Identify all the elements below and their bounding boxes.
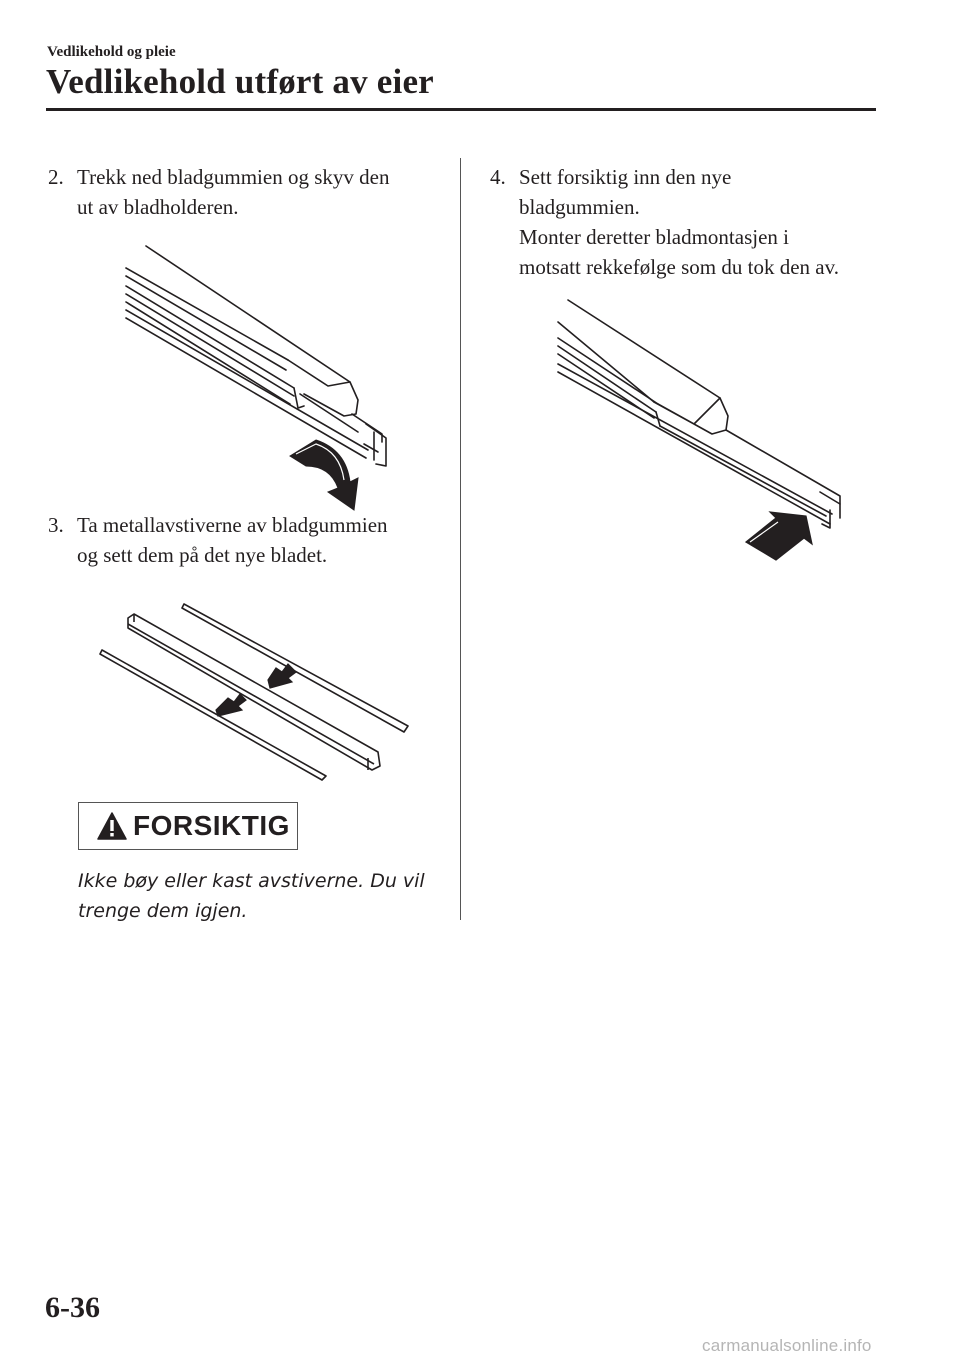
step-2 [48, 162, 389, 222]
watermark: carmanualsonline.info [702, 1336, 872, 1355]
step-number: 3. [48, 513, 64, 537]
arrow-icon [216, 694, 246, 716]
wiper-blade-insert-illustration [550, 292, 850, 567]
caution-text-line: trenge dem igjen. [78, 900, 248, 922]
caution-text-line: Ikke bøy eller kast avstiverne. Du vil [78, 870, 425, 892]
step-text-line: bladgummien. [519, 195, 640, 219]
step-text-line: Monter deretter bladmontasjen i [519, 225, 789, 249]
column-divider [460, 158, 461, 920]
step-text-line: ut av bladholderen. [77, 195, 239, 219]
arrow-down-icon [290, 440, 358, 510]
step-text-line: Trekk ned bladgummien og skyv den [77, 165, 390, 189]
warning-triangle-icon [97, 812, 127, 840]
blade-stiffeners-illustration [98, 598, 414, 788]
caution-title: FORSIKTIG [133, 810, 290, 841]
step-3 [48, 510, 388, 570]
caution-text [78, 866, 425, 926]
wiper-blade-pull-down-illustration [118, 238, 418, 513]
step-text-line: motsatt rekkefølge som du tok den av. [519, 255, 839, 279]
arrow-icon [268, 664, 296, 688]
step-number: 4. [490, 165, 506, 189]
step-text-line: Ta metallavstiverne av bladgummien [77, 513, 388, 537]
step-text-line: Sett forsiktig inn den nye [519, 165, 732, 189]
step-number: 2. [48, 165, 64, 189]
caution-box [78, 802, 298, 850]
page-title: Vedlikehold utført av eier [46, 62, 434, 101]
section-label: Vedlikehold og pleie [47, 44, 176, 60]
heading-rule [46, 108, 876, 111]
arrow-up-right-icon [746, 512, 812, 560]
page-number: 6-36 [45, 1291, 100, 1324]
step-text-line: og sett dem på det nye bladet. [77, 543, 328, 567]
step-4 [490, 162, 839, 282]
